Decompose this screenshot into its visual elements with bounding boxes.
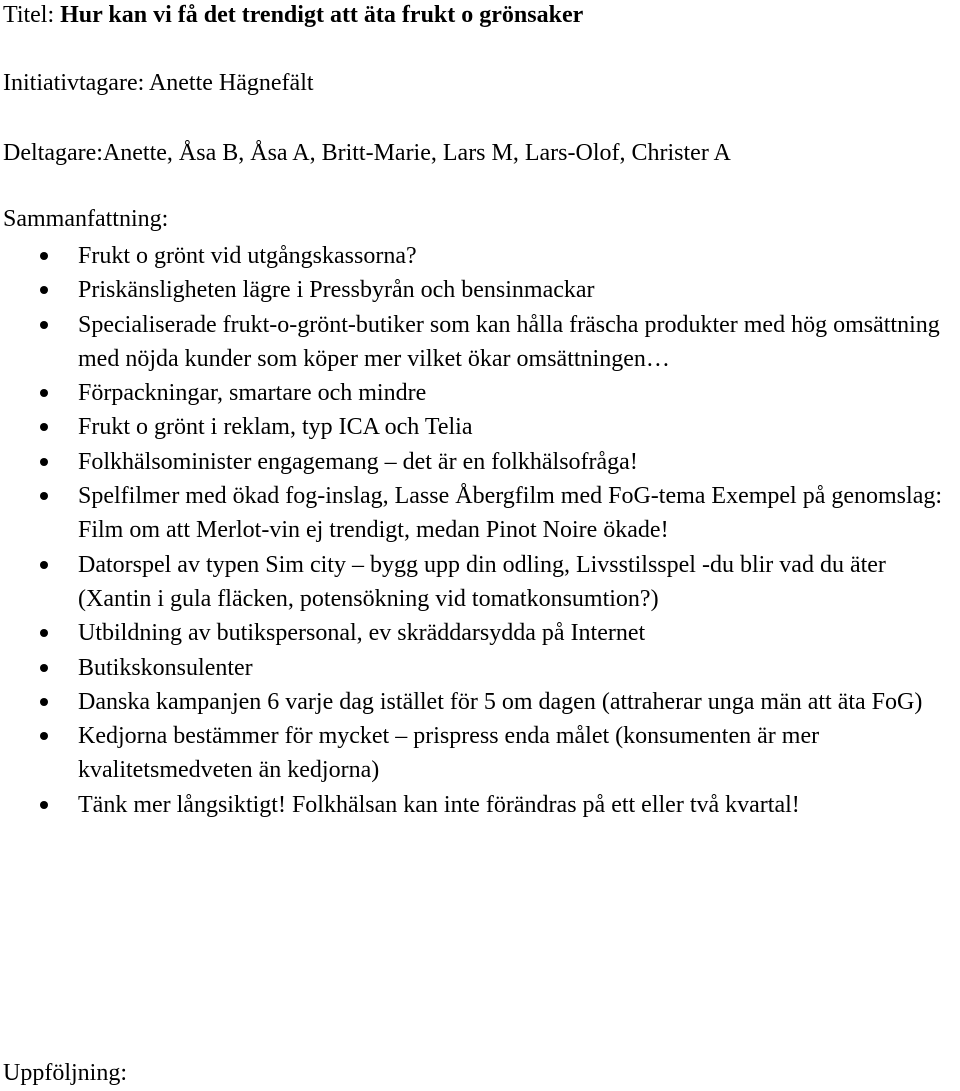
summary-list (0, 239, 960, 822)
list-item-text: Utbildning av butikspersonal, ev skräddarsydda på Internet (78, 620, 646, 647)
list-item-text: Spelfilmer med ökad fog-inslag, Lasse Åbergfilm med FoG-tema Exempel på genomslag: Film om att Merlot-vin ej trendigt, medan Pinot Noire ökade! (78, 483, 943, 544)
list-item (0, 273, 960, 307)
initiator-line: Initiativtagare: Anette Hägnefält (3, 70, 314, 96)
bullet-icon (40, 664, 48, 672)
list-item-text: Danska kampanjen 6 varje dag istället för 5 om dagen (attraherar unga män att äta FoG) (78, 688, 923, 715)
bullet-icon (40, 561, 48, 569)
list-item (0, 239, 960, 273)
list-item (0, 445, 960, 479)
list-item (0, 685, 960, 719)
list-item (0, 479, 960, 548)
document-title: Hur kan vi få det trendigt att äta frukt o grönsaker (60, 2, 584, 28)
list-item-text: Priskänsligheten lägre i Pressbyrån och bensinmackar (78, 277, 595, 304)
title-label: Titel: (3, 2, 61, 28)
list-item-text: Förpackningar, smartare och mindre (78, 380, 427, 407)
bullet-icon (40, 286, 48, 294)
bullet-icon (40, 252, 48, 260)
bullet-icon (40, 423, 48, 431)
bullet-icon (40, 698, 48, 706)
list-item (0, 616, 960, 650)
bullet-icon (40, 458, 48, 466)
bullet-icon (40, 801, 48, 809)
title-line (3, 0, 583, 30)
list-item (0, 719, 960, 788)
bullet-icon (40, 492, 48, 500)
list-item-text: Frukt o grönt vid utgångskassorna? (78, 243, 417, 269)
list-item (0, 788, 960, 822)
list-item (0, 308, 960, 377)
list-item-text: Tänk mer långsiktigt! Folkhälsan kan inte förändras på ett eller två kvartal! (78, 791, 800, 818)
bullet-icon (40, 321, 48, 329)
list-item-text: Butikskonsulenter (78, 654, 253, 681)
bullet-icon (40, 389, 48, 397)
bullet-icon (40, 629, 48, 637)
list-item-text: Frukt o grönt i reklam, typ ICA och Telia (78, 414, 473, 441)
list-item (0, 410, 960, 444)
list-item-text: Specialiserade frukt-o-grönt-butiker som kan hålla fräscha produkter med hög omsättning med nöjda kunder som köper mer vilket ökar omsättningen… (78, 311, 940, 372)
list-item (0, 376, 960, 410)
participants-line: Deltagare:Anette, Åsa B, Åsa A, Britt-Marie, Lars M, Lars-Olof, Christer A (3, 140, 731, 166)
list-item-text: Folkhälsominister engagemang – det är en folkhälsofråga! (78, 448, 638, 475)
list-item (0, 651, 960, 685)
list-item-text: Kedjorna bestämmer för mycket – prispress enda målet (konsumenten är mer kvalitetsmedveten än kedjorna) (78, 723, 820, 784)
followup-heading: Uppföljning: (3, 1060, 127, 1086)
summary-heading: Sammanfattning: (3, 206, 169, 232)
bullet-icon (40, 732, 48, 740)
list-item (0, 548, 960, 617)
list-item-text: Datorspel av typen Sim city – bygg upp din odling, Livsstilsspel -du blir vad du äter (Xantin i gula fläcken, potensökning vid tomatkonsumtion?) (78, 551, 886, 612)
